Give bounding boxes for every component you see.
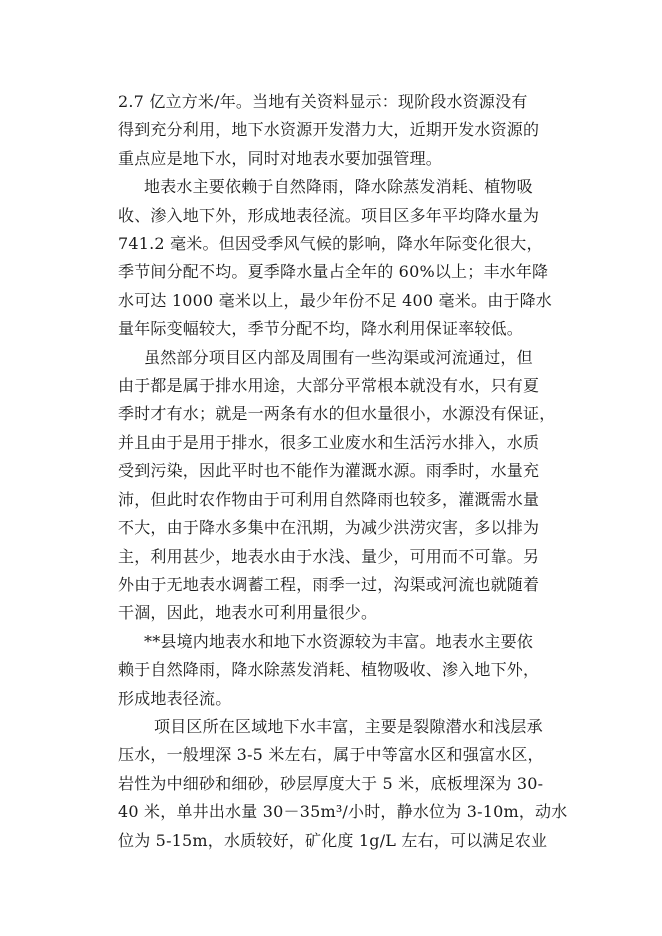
paragraph-county-water: [118, 628, 570, 713]
paragraph-channels-rivers: [118, 344, 570, 628]
text-line: 水可达 1000 毫米以上，最少年份不足 400 毫米。由于降水: [118, 290, 553, 310]
text-line: 岩性为中细砂和细砂，砂层厚度大于 5 米，底板埋深为 30-: [118, 773, 544, 793]
text-line: 不大，由于降水多集中在汛期，为减少洪涝灾害，多以排为: [118, 518, 540, 538]
text-line: 主，利用甚少，地表水由于水浅、量少，可用而不可靠。另: [118, 546, 540, 566]
paragraph-water-resources-summary: [118, 88, 570, 173]
text-line: 并且由于是用于排水，很多工业废水和生活污水排入，水质: [118, 432, 540, 452]
text-line: 位为 5-15m，水质较好，矿化度 1g/L 左右，可以满足农业: [118, 830, 548, 850]
text-line: 地表水主要依赖于自然降雨，降水除蒸发消耗、植物吸: [144, 177, 533, 197]
text-line: 季时才有水；就是一两条有水的但水量很小，水源没有保证，: [118, 404, 556, 424]
text-line: 重点应是地下水，同时对地表水要加强管理。: [118, 148, 443, 168]
text-line: 虽然部分项目区内部及周围有一些沟渠或河流通过，但: [144, 347, 533, 367]
body-text: [118, 88, 570, 855]
text-line: 项目区所在区域地下水丰富，主要是裂隙潜水和浅层承: [154, 716, 543, 736]
text-line: 2.7 亿立方米/年。当地有关资料显示：现阶段水资源没有: [118, 92, 528, 111]
text-line: 受到污染，因此平时也不能作为灌溉水源。雨季时，水量充: [118, 461, 540, 481]
text-line: 外由于无地表水调蓄工程，雨季一过，沟渠或河流也就随着: [118, 574, 540, 594]
text-line: 赖于自然降雨，降水除蒸发消耗、植物吸收、渗入地下外，: [118, 660, 540, 680]
text-line: 沛，但此时农作物由于可利用自然降雨也较多，灌溉需水量: [118, 489, 540, 509]
paragraph-groundwater: [118, 713, 570, 855]
text-line: 得到充分利用，地下水资源开发潜力大，近期开发水资源的: [118, 120, 540, 140]
text-line: 季节间分配不均。夏季降水量占全年的 60%以上；丰水年降: [118, 262, 549, 282]
text-line: 干涸，因此，地表水可利用量很少。: [118, 603, 378, 623]
text-line: **县境内地表水和地下水资源较为丰富。地表水主要依: [144, 631, 534, 651]
text-line: 收、渗入地下外，形成地表径流。项目区多年平均降水量为: [118, 205, 540, 225]
text-line: 由于都是属于排水用途，大部分平常根本就没有水，只有夏: [118, 376, 540, 396]
text-line: 741.2 毫米。但因受季风气候的影响，降水年际变化很大，: [118, 234, 543, 254]
text-line: 形成地表径流。: [118, 688, 232, 708]
text-line: 40 米，单井出水量 30－35m³/小时，静水位为 3-10m，动水: [118, 802, 568, 822]
paragraph-surface-water-rainfall: [118, 173, 570, 343]
text-line: 压水，一般埋深 3-5 米左右，属于中等富水区和强富水区，: [118, 745, 544, 765]
text-line: 量年际变幅较大，季节分配不均，降水利用保证率较低。: [118, 319, 524, 339]
